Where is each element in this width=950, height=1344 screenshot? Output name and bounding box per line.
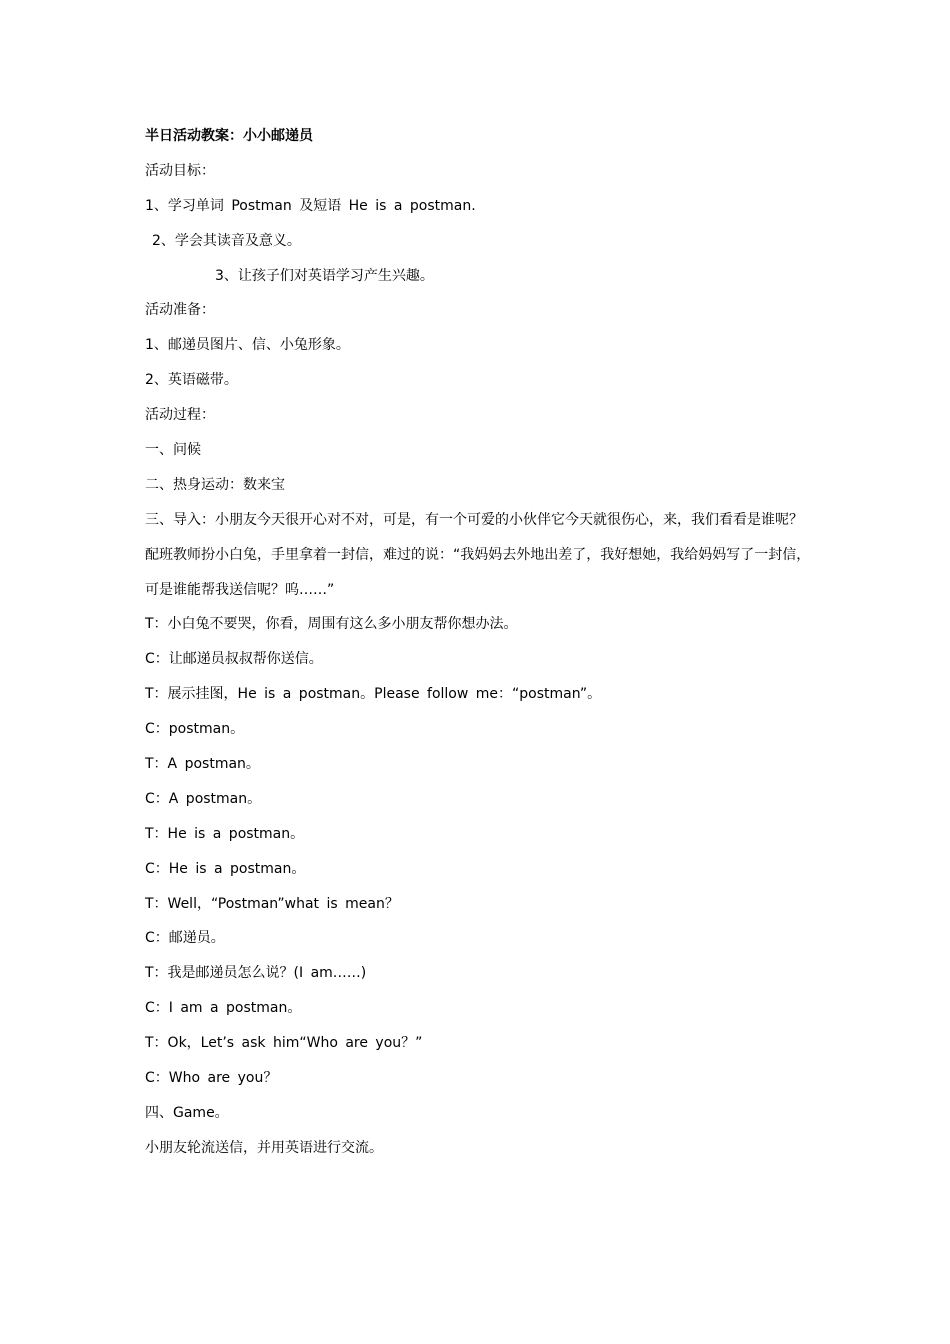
process-step-warmup: 二、热身运动：数来宝 — [145, 476, 285, 493]
section-heading-preparation: 活动准备： — [145, 302, 215, 319]
closing-paragraph: 小朋友轮流送信，并用英语进行交流。 — [145, 1139, 383, 1156]
section-heading-goals: 活动目标： — [145, 162, 215, 179]
process-step-game: 四、Game。 — [145, 1104, 229, 1121]
paragraph-line: 配班教师扮小白兔，手里拿着一封信，难过的说：“我妈妈去外地出差了，我好想她，我给妈妈写了一封信， — [145, 546, 811, 563]
document-body — [145, 124, 825, 1171]
dialogue-line: C：He is a postman。 — [145, 860, 306, 877]
dialogue-line: C：A postman。 — [145, 790, 262, 807]
preparation-item-2: 2、英语磁带。 — [145, 372, 238, 389]
section-heading-process: 活动过程： — [145, 407, 215, 424]
dialogue-line: C：I am a postman。 — [145, 1000, 302, 1017]
preparation-item-1: 1、邮递员图片、信、小兔形象。 — [145, 337, 350, 354]
paragraph-line: 可是谁能帮我送信呢？呜……” — [145, 581, 335, 598]
dialogue-line: C：postman。 — [145, 721, 245, 738]
dialogue-line: T：A postman。 — [145, 756, 260, 773]
goal-item-1: 1、学习单词 Postman 及短语 He is a postman. — [145, 197, 476, 214]
goal-item-2: 2、学会其读音及意义。 — [152, 232, 301, 249]
process-step-greeting: 一、问候 — [145, 442, 201, 459]
dialogue-line: T：Well，“Postman”what is mean？ — [145, 895, 399, 912]
goal-item-3: 3、让孩子们对英语学习产生兴趣。 — [215, 267, 434, 284]
dialogue-line: T：小白兔不要哭，你看，周围有这么多小朋友帮你想办法。 — [145, 616, 518, 633]
document-title: 半日活动教案：小小邮递员 — [145, 128, 313, 144]
dialogue-line: C：Who are you？ — [145, 1070, 278, 1087]
dialogue-line: T：He is a postman。 — [145, 825, 305, 842]
process-step-intro: 三、导入：小朋友今天很开心对不对，可是，有一个可爱的小伙伴它今天就很伤心，来，我们看看是谁呢？ — [145, 511, 803, 528]
dialogue-line: C：邮递员。 — [145, 930, 225, 947]
dialogue-line: T：展示挂图，He is a postman。Please follow me：“postman”。 — [145, 686, 602, 703]
dialogue-line: C：让邮递员叔叔帮你送信。 — [145, 651, 323, 668]
dialogue-line: T：Ok，Let’s ask him“Who are you？” — [145, 1035, 423, 1052]
dialogue-line: T：我是邮递员怎么说？(I am……) — [145, 965, 367, 982]
